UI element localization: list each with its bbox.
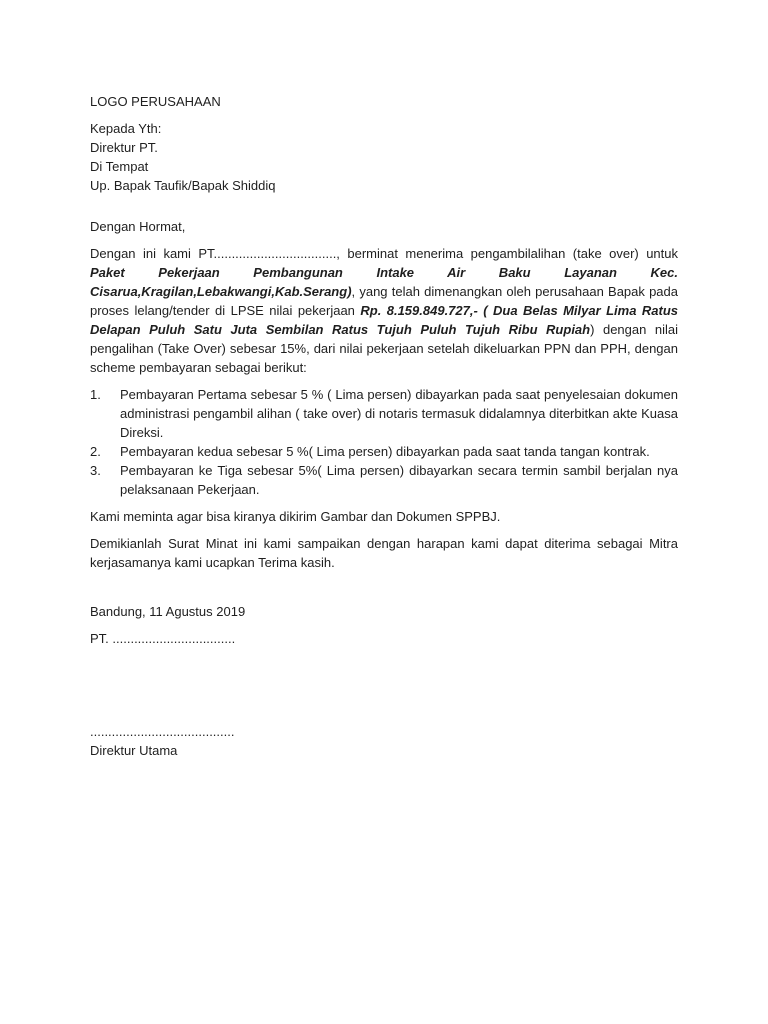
greeting: Dengan Hormat, — [90, 219, 186, 234]
logo-placeholder: LOGO PERUSAHAAN — [90, 94, 221, 109]
list-item — [90, 385, 678, 442]
list-number: 3. — [90, 463, 101, 478]
recipient-attention: Up. Bapak Taufik/Bapak Shiddiq — [90, 178, 276, 193]
list-text: Pembayaran ke Tiga sebesar 5%( Lima persen) dibayarkan secara termin sambil berjalan nya pelaksanaan Pekerjaan. — [120, 463, 678, 497]
place-date: Bandung, 11 Agustus 2019 — [90, 604, 246, 619]
letter-page — [90, 92, 678, 760]
intro-text-a: Dengan ini kami PT.................................., berminat menerima pengambilalihan (take over) untuk — [90, 246, 678, 261]
recipient-location: Di Tempat — [90, 159, 149, 174]
closing-paragraph: Demikianlah Surat Minat ini kami sampaikan dengan harapan kami dapat diterima sebagai Mitra kerjasamanya kami ucapkan Terima kasih. — [90, 536, 678, 570]
contract-value: Rp. 8.159.849.727,- ( Dua Belas Milyar Lima Ratus Delapan Puluh Satu Juta Sembilan Ratus Tujuh Puluh Tujuh Ribu Rupiah — [90, 303, 678, 337]
recipient-salutation: Kepada Yth: — [90, 121, 162, 136]
recipient-block — [90, 119, 678, 195]
recipient-position: Direktur PT. — [90, 140, 158, 155]
signature-line: ........................................ — [90, 724, 235, 739]
payment-terms-list — [90, 385, 678, 499]
signer-title: Direktur Utama — [90, 743, 178, 758]
request-paragraph: Kami meminta agar bisa kiranya dikirim Gambar dan Dokumen SPPBJ. — [90, 509, 501, 524]
intro-text-e: ) dengan nilai pengalihan (Take Over) sebesar 15%, dari nilai pekerjaan setelah dikeluarkan PPN dan PPH, dengan scheme pembayaran sebagai berikut: — [90, 322, 678, 375]
list-number: 2. — [90, 444, 101, 459]
list-text: Pembayaran kedua sebesar 5 %( Lima persen) dibayarkan pada saat tanda tangan kontrak. — [120, 444, 650, 459]
intro-text-c: , yang telah dimenangkan oleh perusahaan Bapak pada proses lelang/tender di LPSE nilai pekerjaan — [90, 284, 678, 318]
company-name-blank: PT. .................................. — [90, 631, 236, 646]
intro-paragraph — [90, 244, 678, 377]
list-text: Pembayaran Pertama sebesar 5 % ( Lima persen) dibayarkan pada saat penyelesaian dokumen administrasi pengambil alihan ( take over) di notaris termasuk didalamnya diterbitkan akte Kuasa Direksi. — [120, 387, 678, 440]
project-name: Paket Pekerjaan Pembangunan Intake Air Baku Layanan Kec. Cisarua,Kragilan,Lebakwangi,Kab.Serang) — [90, 265, 678, 299]
list-item — [90, 442, 678, 461]
list-number: 1. — [90, 387, 101, 402]
list-item — [90, 461, 678, 499]
